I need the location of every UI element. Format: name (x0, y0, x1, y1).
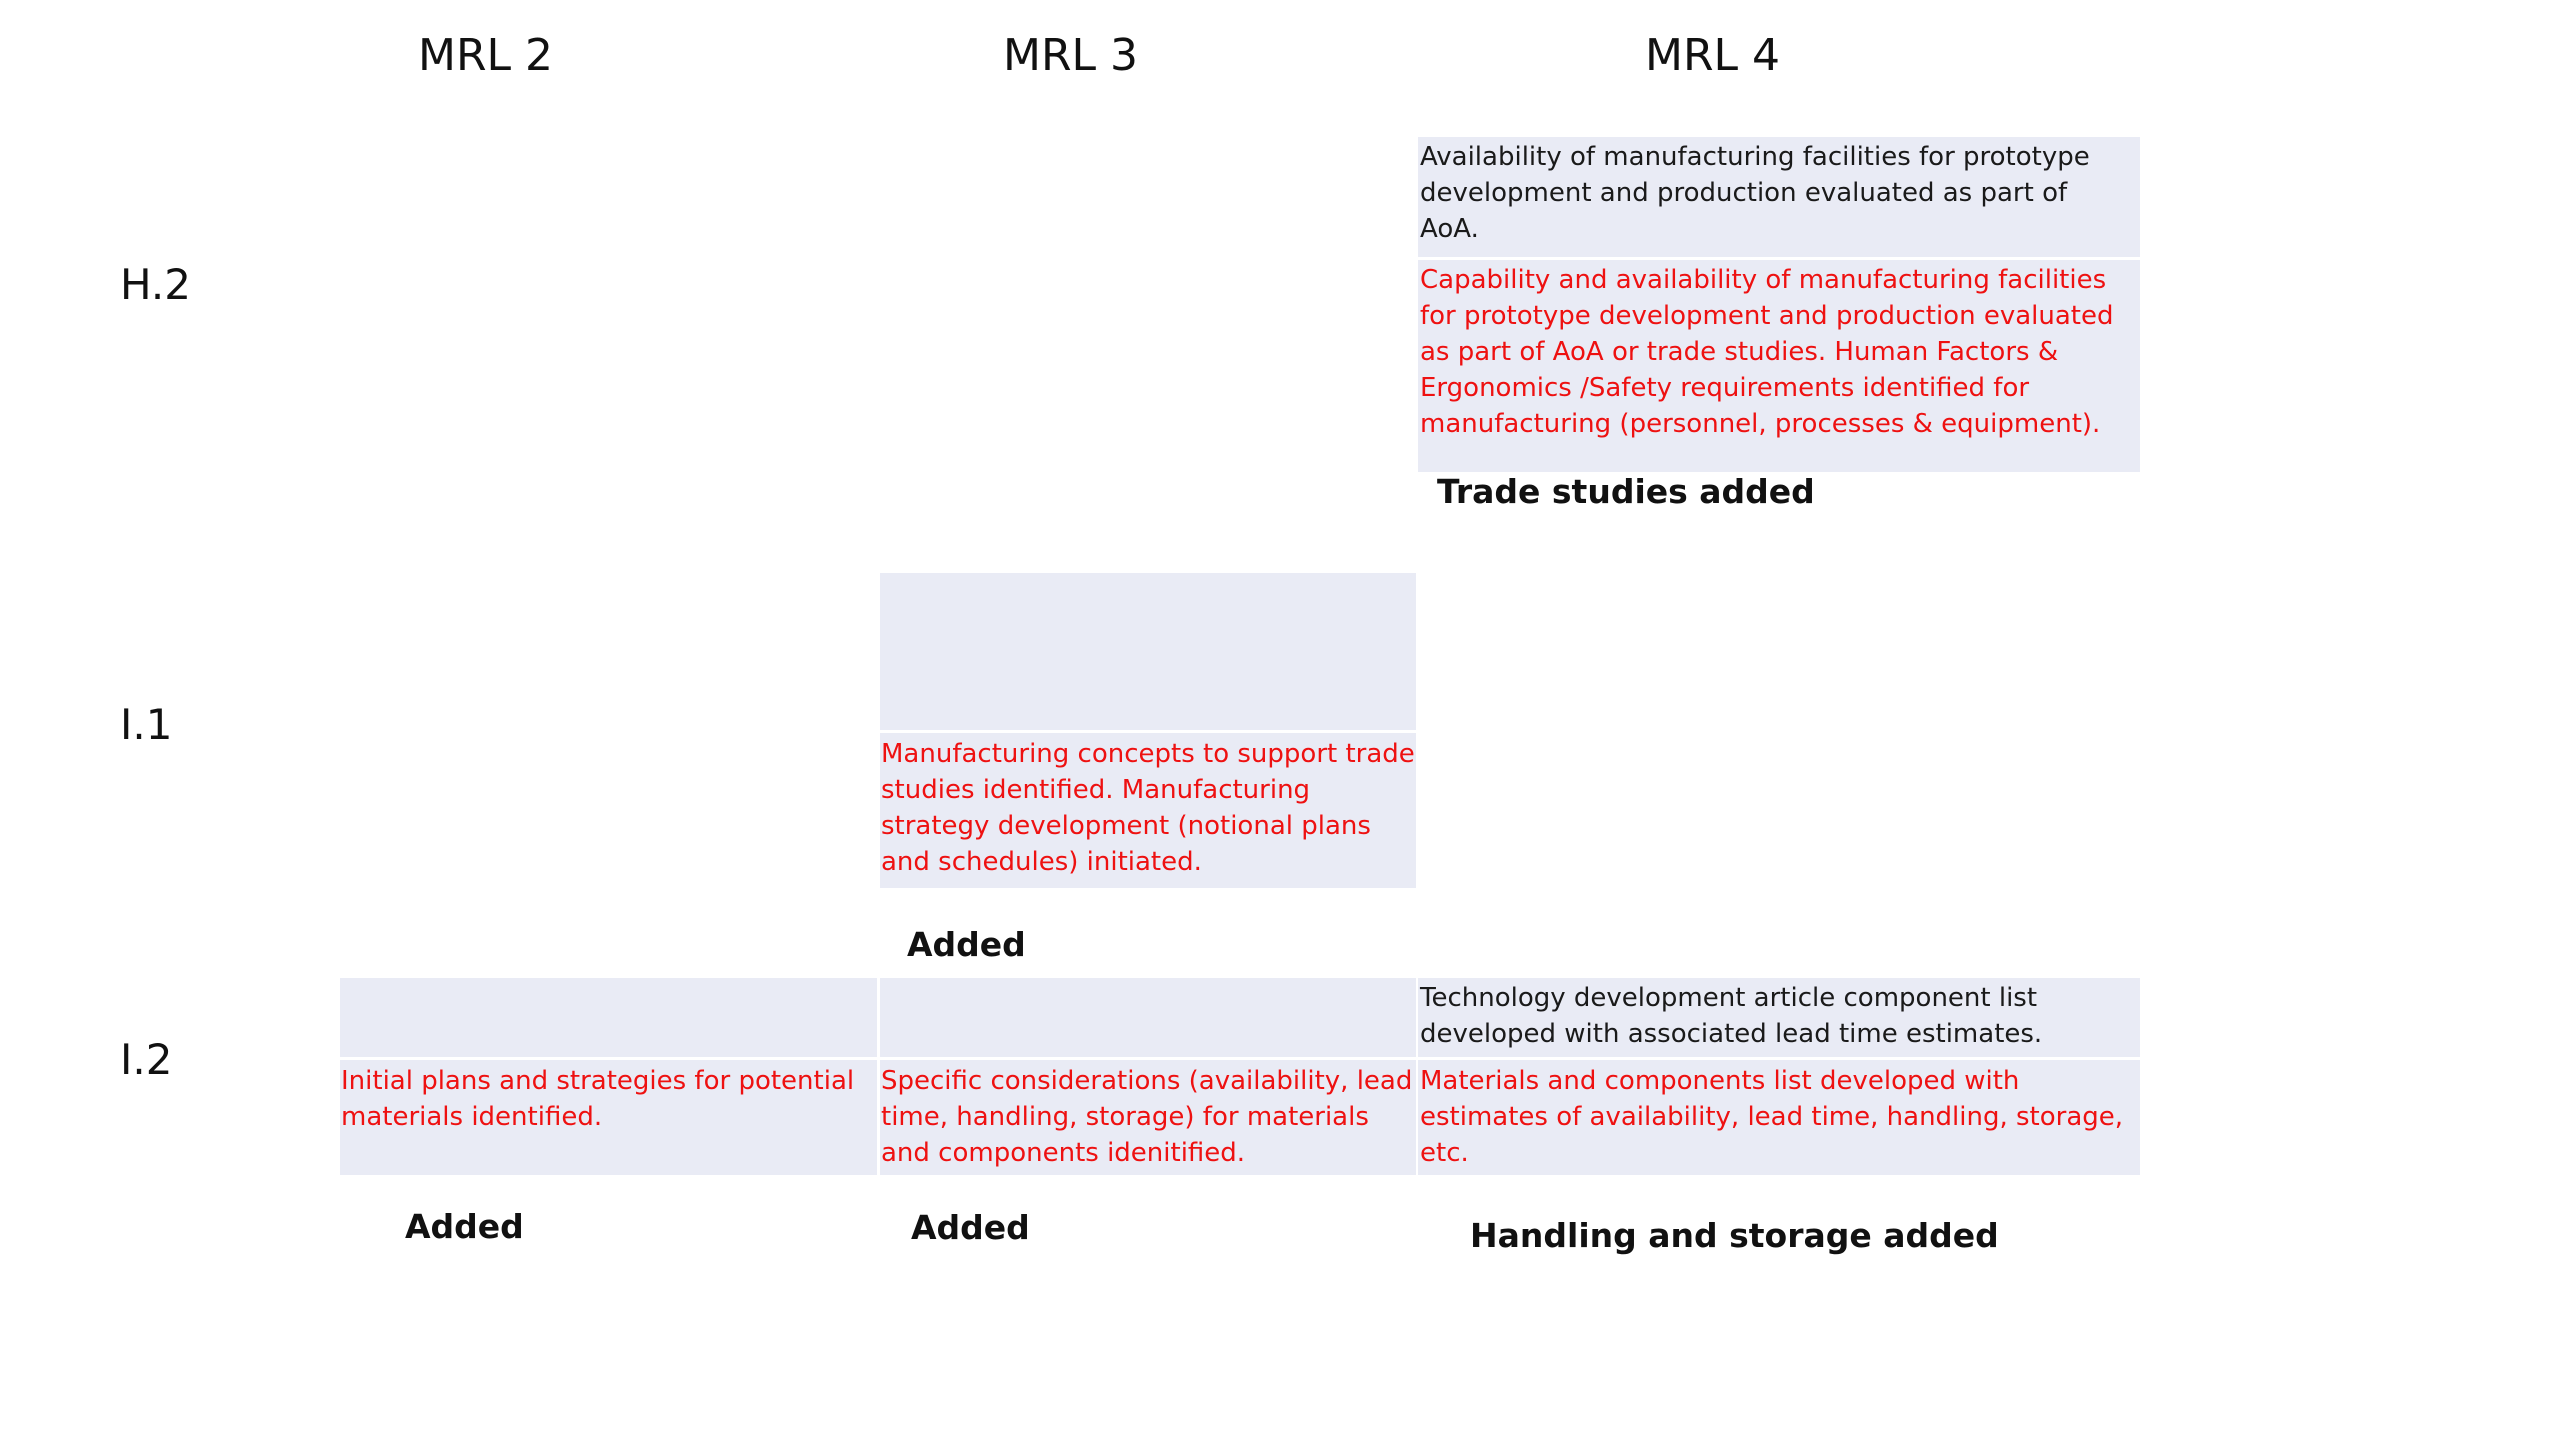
i2-mrl2-change-note: Added (405, 1207, 524, 1246)
h2-mrl4-revised-text: Capability and availability of manufacturing facilities for prototype development and production evaluated as part of AoA or trade studies. Human Factors & Ergonomics /Safety requirements identified for manufacturing (personnel, processes & equipment). (1420, 265, 2114, 439)
row-header-i1: I.1 (120, 700, 173, 749)
h2-mrl4-original-text: Availability of manufacturing facilities for prototype development and production evaluated as part of AoA. (1420, 142, 2090, 244)
i1-mrl3-change-note: Added (907, 925, 1026, 964)
h2-mrl4-change-note: Trade studies added (1437, 472, 1815, 511)
i2-mrl4-original-text: Technology development article component list developed with associated lead time estimates. (1420, 983, 2043, 1049)
column-header-mrl3: MRL 3 (1003, 30, 1139, 81)
i2-mrl4-change-note: Handling and storage added (1470, 1216, 1999, 1255)
column-header-mrl4: MRL 4 (1645, 30, 1781, 81)
row-header-i2: I.2 (120, 1035, 173, 1084)
column-header-mrl2: MRL 2 (418, 30, 554, 81)
i2-mrl4-revised-text: Materials and components list developed with estimates of availability, lead time, handling, storage, etc. (1420, 1066, 2124, 1168)
i1-mrl3-revised-text: Manufacturing concepts to support trade studies identified. Manufacturing strategy development (notional plans and schedules) initiated. (881, 739, 1415, 877)
row-header-h2: H.2 (120, 260, 191, 309)
i2-mrl3-change-note: Added (911, 1208, 1030, 1247)
i1-mrl3-original-cell (880, 573, 1416, 730)
i2-mrl2-original-cell (340, 978, 877, 1057)
i2-mrl2-revised-text: Initial plans and strategies for potential materials identified. (341, 1066, 855, 1132)
i2-mrl3-original-cell (880, 978, 1416, 1057)
i2-mrl3-revised-text: Specific considerations (availability, lead time, handling, storage) for materials and components idenitified. (881, 1066, 1413, 1168)
